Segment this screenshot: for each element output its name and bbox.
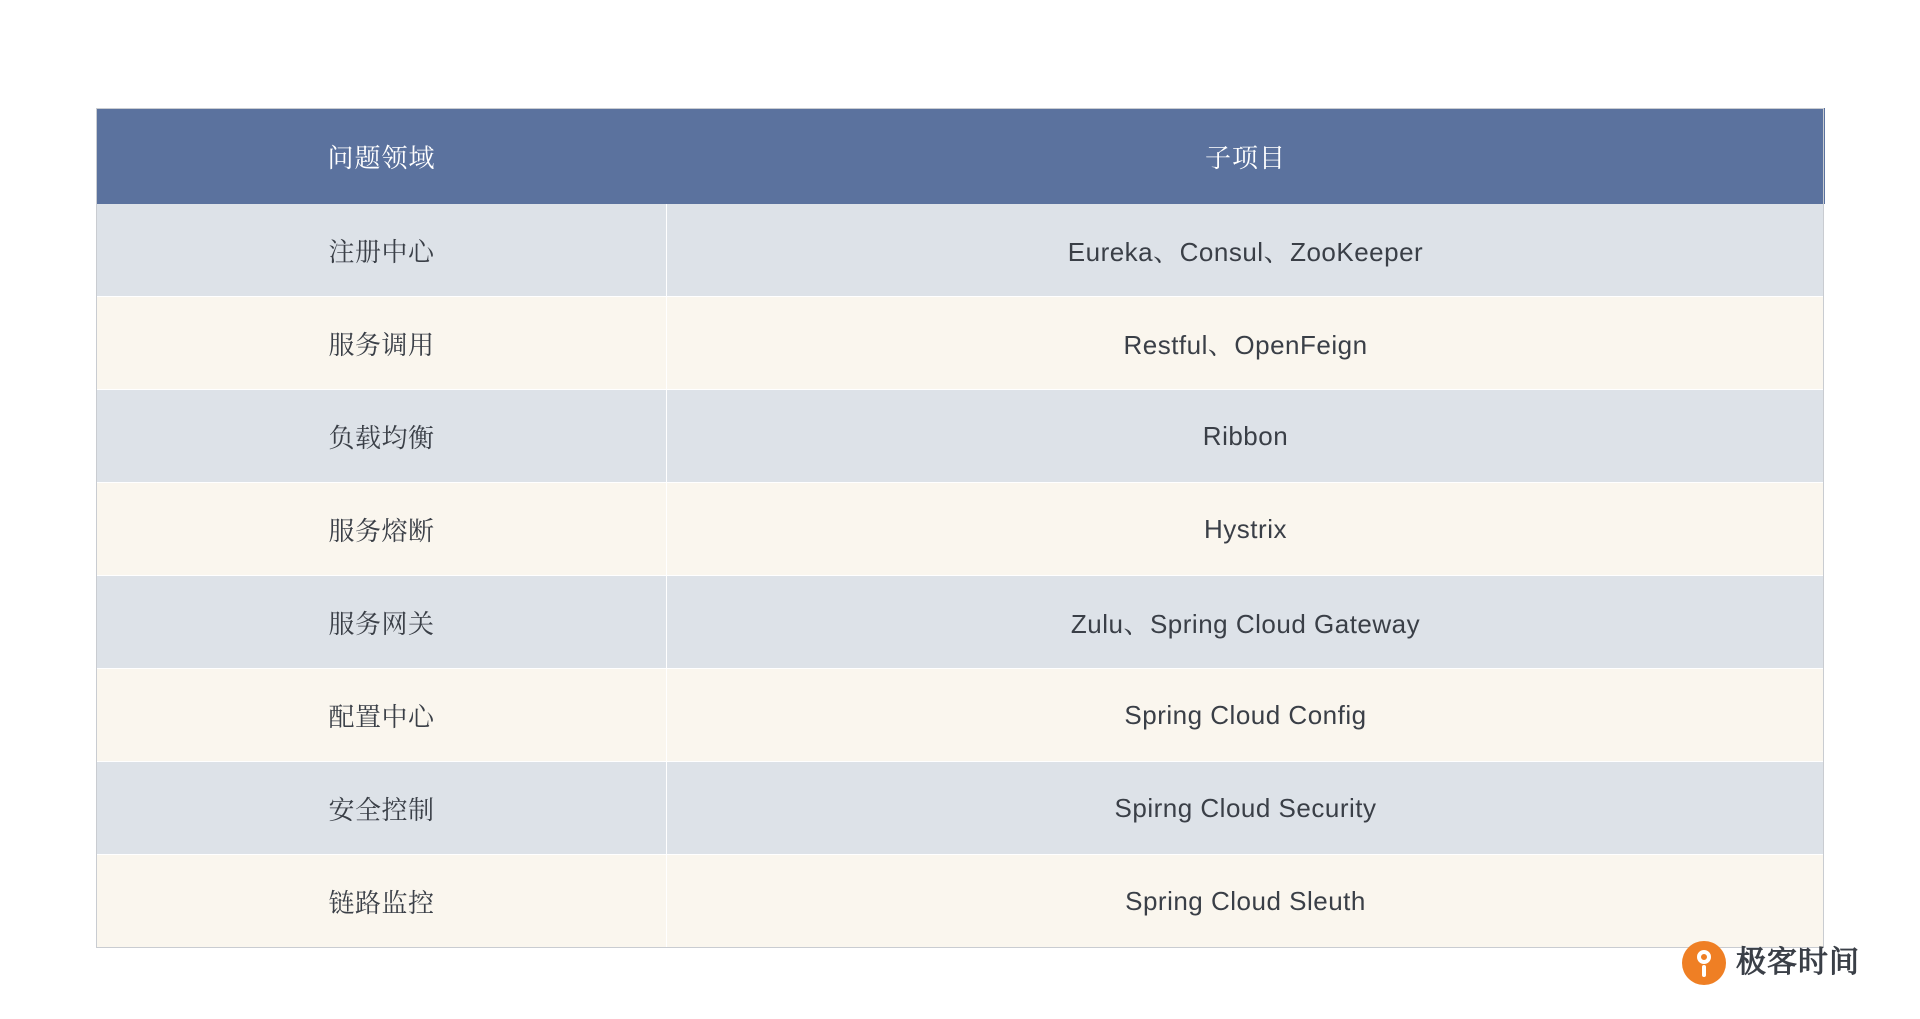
geek-time-logo-icon (1682, 941, 1726, 985)
table-row (97, 297, 1825, 390)
table-row (97, 576, 1825, 669)
table-header (97, 109, 1825, 204)
table-body (97, 204, 1825, 948)
cell-subproject: Zulu、Spring Cloud Gateway (667, 576, 1825, 669)
cell-subproject: Eureka、Consul、ZooKeeper (667, 204, 1825, 297)
cell-domain: 注册中心 (97, 204, 667, 297)
cell-domain: 服务熔断 (97, 483, 667, 576)
column-header-domain: 问题领域 (97, 109, 667, 204)
table-container (96, 108, 1824, 948)
cell-domain: 服务网关 (97, 576, 667, 669)
cell-domain: 安全控制 (97, 762, 667, 855)
cell-domain: 负载均衡 (97, 390, 667, 483)
table-row (97, 855, 1825, 948)
table-row (97, 204, 1825, 297)
table-row (97, 762, 1825, 855)
brand-watermark (1682, 941, 1860, 985)
subprojects-table (96, 108, 1825, 948)
cell-subproject: Spirng Cloud Security (667, 762, 1825, 855)
table-row (97, 483, 1825, 576)
brand-name: 极客时间 (1736, 946, 1860, 979)
cell-domain: 配置中心 (97, 669, 667, 762)
cell-subproject: Spring Cloud Sleuth (667, 855, 1825, 948)
table-header-row (97, 109, 1825, 204)
cell-subproject: Hystrix (667, 483, 1825, 576)
table-row (97, 390, 1825, 483)
column-header-subproject: 子项目 (667, 109, 1825, 204)
cell-subproject: Restful、OpenFeign (667, 297, 1825, 390)
cell-subproject: Ribbon (667, 390, 1825, 483)
cell-subproject: Spring Cloud Config (667, 669, 1825, 762)
cell-domain: 链路监控 (97, 855, 667, 948)
cell-domain: 服务调用 (97, 297, 667, 390)
table-row (97, 669, 1825, 762)
